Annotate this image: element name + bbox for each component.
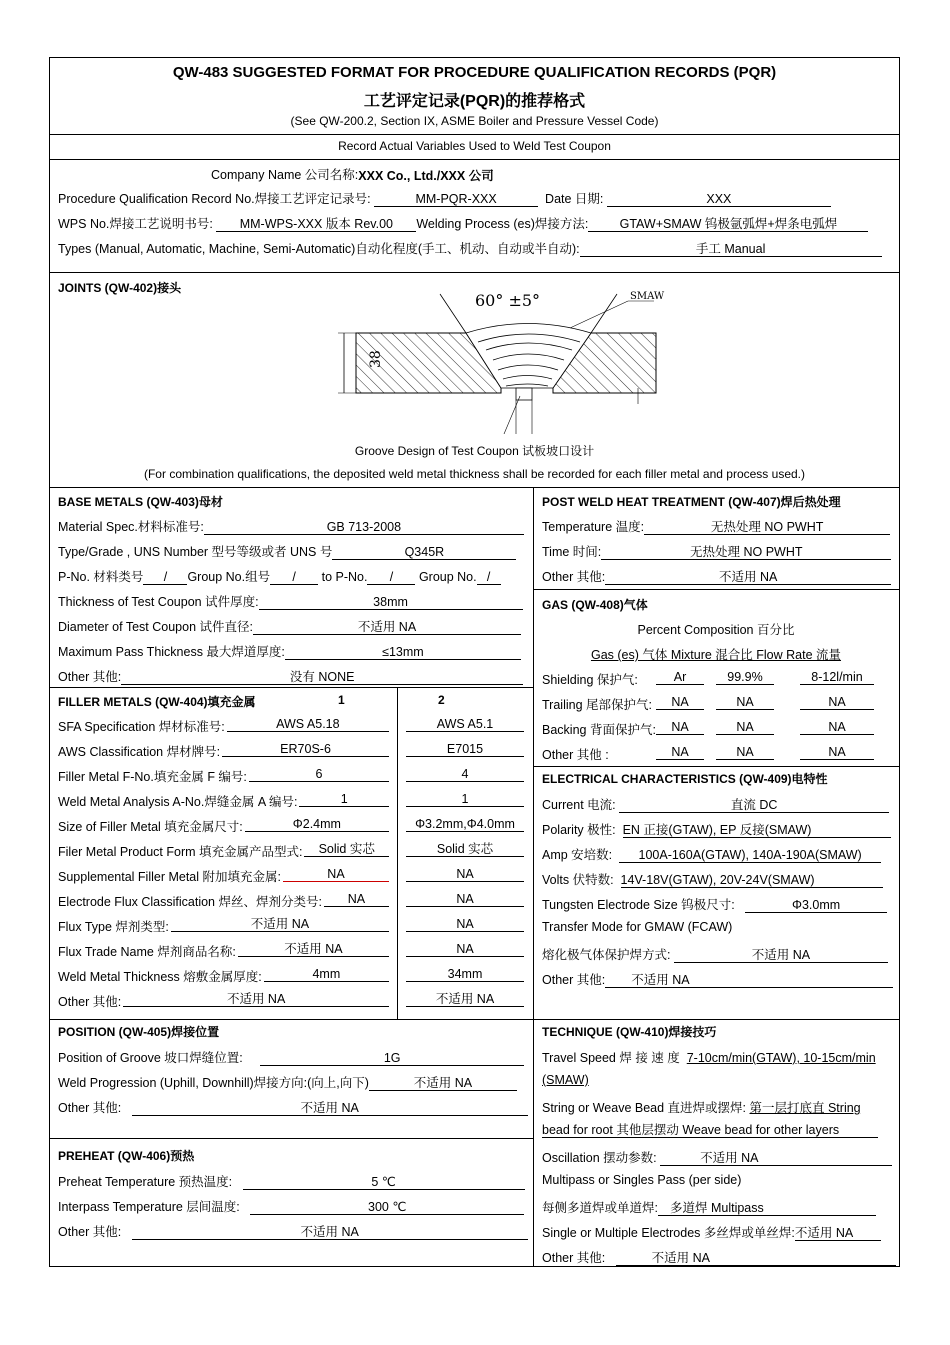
transfer-mode-label: Transfer Mode for GMAW (FCAW) <box>542 920 733 934</box>
electrodes-field[interactable]: 不适用 NA <box>795 1226 881 1241</box>
root-gap <box>516 388 532 400</box>
gas-value-f[interactable]: NA <box>800 695 874 710</box>
filler-row <box>58 892 322 910</box>
filler-value-2[interactable]: 1 <box>406 792 524 807</box>
gmaw-row <box>542 945 888 963</box>
filler-row-label: AWS Classification 焊材牌号: <box>58 745 221 759</box>
pwht-other-label: Other 其他: <box>542 570 606 584</box>
string-weave-cont-text: bead for root 其他层摆动 Weave bead for other layers <box>542 1123 878 1138</box>
filler-value-2[interactable]: 34mm <box>406 967 524 982</box>
filler-value-2[interactable]: Φ3.2mm,Φ4.0mm <box>406 817 524 832</box>
max-pass-field[interactable]: ≤13mm <box>285 645 521 660</box>
filler-value-1[interactable]: NA <box>283 867 389 882</box>
filler-cell-1 <box>222 742 389 757</box>
electrical-other-label: Other 其他: <box>542 973 606 987</box>
groove-position-label: Position of Groove 坡口焊缝位置: <box>58 1051 243 1065</box>
filler-row <box>58 992 121 1010</box>
gas-row-label: Other 其他 : <box>542 748 609 762</box>
filler-cell-2 <box>406 817 524 832</box>
gas-row-label: Shielding 保护气: <box>542 673 638 687</box>
filler-value-1[interactable]: NA <box>324 892 389 907</box>
filler-cell-1 <box>299 792 389 807</box>
filler-col2: 2 <box>438 693 445 707</box>
group-field[interactable]: / <box>270 570 318 585</box>
pwht-temp-row <box>542 517 890 535</box>
filler-value-1[interactable]: 4mm <box>264 967 389 982</box>
gmaw-label: 熔化极气体保护焊方式: <box>542 948 671 962</box>
progression-label: Weld Progression (Uphill, Downhill)焊接方向:(向上,向下) <box>58 1076 369 1090</box>
current-field[interactable]: 直流 DC <box>619 798 889 813</box>
thickness-label: Thickness of Test Coupon 试件厚度: <box>58 595 259 609</box>
technique-other-field[interactable]: 不适用 NA <box>616 1251 896 1266</box>
pwht-other-row <box>542 567 891 585</box>
preheat-temp-row <box>58 1172 525 1190</box>
filler-row <box>58 867 281 885</box>
joints-heading: JOINTS (QW-402)接头 <box>58 281 182 295</box>
filler-row <box>58 742 220 760</box>
title-en: QW-483 SUGGESTED FORMAT FOR PROCEDURE QUALIFICATION RECORDS (PQR) <box>172 64 777 81</box>
position-other-label: Other 其他: <box>58 1101 122 1115</box>
base-other-field[interactable]: 没有 NONE <box>121 670 523 685</box>
progression-row <box>58 1073 517 1091</box>
pno-row <box>58 567 501 585</box>
volts-field[interactable]: 14V-18V(GTAW), 20V-24V(SMAW) <box>621 873 883 888</box>
pwht-other-field[interactable]: 不适用 NA <box>605 570 891 585</box>
filler-row-label: Flux Type 焊剂类型: <box>58 920 169 934</box>
filler-row <box>58 792 297 810</box>
preheat-other-field[interactable]: 不适用 NA <box>132 1225 528 1240</box>
company-label: Company Name 公司名称: <box>211 168 359 182</box>
filler-row <box>58 942 236 960</box>
filler-cell-1 <box>245 817 389 832</box>
volts-row <box>542 870 883 888</box>
electrical-heading: ELECTRICAL CHARACTERISTICS (QW-409)电特性 <box>542 772 828 786</box>
groove-design-diagram <box>320 284 680 434</box>
filler-cell-1 <box>283 867 389 882</box>
filler-row-label: Filer Metal Product Form 填充金属产品型式: <box>58 845 303 859</box>
filler-value-1[interactable]: 不适用 NA <box>238 942 389 957</box>
filler-cell-2 <box>406 992 524 1007</box>
gas-value-g[interactable]: Ar <box>656 670 704 685</box>
wps-label: WPS No.焊接工艺说明书号: <box>58 217 213 231</box>
amp-row <box>542 845 881 863</box>
filler-cell-1 <box>238 942 389 957</box>
diameter-row <box>58 617 521 635</box>
base-metals-heading: BASE METALS (QW-403)母材 <box>58 495 223 509</box>
thickness-row <box>58 592 523 610</box>
gas-row <box>542 745 609 763</box>
welding-process-field[interactable]: GTAW+SMAW 钨极氩弧焊+焊条电弧焊 <box>588 217 868 232</box>
gas-value-m[interactable]: NA <box>716 745 774 760</box>
company-value: XXX Co., Ltd./XXX 公司 <box>358 169 494 183</box>
filler-value-2[interactable]: E7015 <box>406 742 524 757</box>
multipass-label: Multipass or Singles Pass (per side) <box>542 1173 742 1187</box>
tungsten-row <box>542 895 887 913</box>
filler-value-1[interactable]: 不适用 NA <box>171 917 389 932</box>
diameter-field[interactable]: 不适用 NA <box>253 620 521 635</box>
filler-value-1[interactable]: ER70S-6 <box>222 742 389 757</box>
wps-row <box>58 214 868 232</box>
process-label: Welding Process (es)焊接方法: <box>416 217 589 231</box>
string-weave-label: String or Weave Bead 直进焊或摆焊: <box>542 1101 747 1115</box>
gas-value-g[interactable]: NA <box>656 695 704 710</box>
to-pno-label: to P-No. <box>321 570 368 584</box>
travel-speed-label: Travel Speed 焊 接 速 度 <box>542 1051 680 1065</box>
thickness-field[interactable]: 38mm <box>259 595 523 610</box>
base-other-row <box>58 667 523 685</box>
types-row <box>58 239 882 257</box>
filler-row-label: Weld Metal Analysis A-No.焊缝金属 A 编号: <box>58 795 298 809</box>
gas-columns <box>533 645 899 663</box>
multipass-field[interactable]: 多道焊 Multipass <box>658 1201 876 1216</box>
groove-position-field[interactable]: 1G <box>260 1051 524 1066</box>
filler-value-1[interactable]: Solid 实芯 <box>304 842 389 857</box>
filler-value-2[interactable]: NA <box>406 867 524 882</box>
filler-value-2[interactable]: AWS A5.1 <box>406 717 524 732</box>
filler-value-1[interactable]: AWS A5.18 <box>227 717 389 732</box>
filler-heading: FILLER METALS (QW-404)填充金属 <box>58 695 256 709</box>
filler-row-label: Supplemental Filler Metal 附加填充金属: <box>58 870 281 884</box>
interpass-field[interactable]: 300 ℃ <box>250 1200 524 1215</box>
material-spec-row <box>58 517 524 535</box>
filler-cell-2 <box>406 842 524 857</box>
filler-row <box>58 767 247 785</box>
date-field[interactable]: XXX <box>607 192 831 207</box>
gas-value-f[interactable]: NA <box>800 720 874 735</box>
filler-row-label: Electrode Flux Classification 焊丝、焊剂分类号: <box>58 895 322 909</box>
filler-cell-2 <box>406 867 524 882</box>
preheat-other-row <box>58 1222 528 1240</box>
filler-cell-1 <box>171 917 389 932</box>
position-other-field[interactable]: 不适用 NA <box>132 1101 528 1116</box>
string-weave-field[interactable]: 第一层打底直 String <box>749 1101 861 1115</box>
preheat-other-label: Other 其他: <box>58 1225 122 1239</box>
pqr-label: Procedure Qualification Record No.焊接工艺评定记录号: <box>58 192 371 206</box>
polarity-row <box>542 820 891 838</box>
polarity-field[interactable]: EN 正接(GTAW), EP 反接(SMAW) <box>623 823 891 838</box>
filler-row <box>58 917 169 935</box>
gas-row <box>542 695 652 713</box>
technique-heading: TECHNIQUE (QW-410)焊接技巧 <box>542 1025 717 1039</box>
filler-row <box>58 717 225 735</box>
oscillation-label: Oscillation 摆动参数: <box>542 1151 657 1165</box>
filler-value-2[interactable]: NA <box>406 917 524 932</box>
filler-cell-2 <box>406 892 524 907</box>
date-label: Date 日期: <box>545 192 604 206</box>
travel-speed-cont: (SMAW) <box>542 1073 589 1087</box>
smaw-label: SMAW <box>630 291 665 302</box>
pqr-row <box>58 189 831 207</box>
material-spec-field[interactable]: GB 713-2008 <box>204 520 524 535</box>
company-row <box>211 165 494 183</box>
gas-row <box>542 670 638 688</box>
filler-value-1[interactable]: Φ2.4mm <box>245 817 389 832</box>
string-weave-row <box>542 1098 861 1116</box>
travel-speed-field[interactable]: 7-10cm/min(GTAW), 10-15cm/min <box>686 1051 876 1065</box>
technique-other-label: Other 其他: <box>542 1251 606 1265</box>
base-other-label: Other 其他: <box>58 670 122 684</box>
grade-label: Type/Grade , UNS Number 型号等级或者 UNS 号 <box>58 545 333 559</box>
filler-col1: 1 <box>338 693 345 707</box>
wps-number-field[interactable]: MM-WPS-XXX 版本 Rev.00 <box>216 217 416 232</box>
group-label: Group No.组号 <box>187 570 271 584</box>
filler-cell-2 <box>406 717 524 732</box>
gas-row-label: Trailing 尾部保护气: <box>542 698 652 712</box>
multipass-cn-label: 每侧多道焊或单道焊: <box>542 1201 658 1215</box>
groove-position-row <box>58 1048 524 1066</box>
amp-field[interactable]: 100A-160A(GTAW), 140A-190A(SMAW) <box>619 848 881 863</box>
pwht-temp-field[interactable]: 无热处理 NO PWHT <box>644 520 890 535</box>
filler-cell-2 <box>406 942 524 957</box>
technique-other-row <box>542 1248 896 1266</box>
filler-value-1[interactable]: 6 <box>249 767 389 782</box>
filler-cell-2 <box>406 792 524 807</box>
filler-row-label: Size of Filler Metal 填充金属尺寸: <box>58 820 243 834</box>
tungsten-field[interactable]: Φ3.0mm <box>745 898 887 913</box>
gas-value-m[interactable]: NA <box>716 695 774 710</box>
travel-speed-row <box>542 1048 876 1066</box>
pwht-time-row <box>542 542 891 560</box>
filler-cell-2 <box>406 917 524 932</box>
filler-cell-1 <box>227 717 389 732</box>
pno-field[interactable]: / <box>143 570 187 585</box>
pno-label: P-No. 材料类号 <box>58 570 144 584</box>
filler-row <box>58 842 302 860</box>
gas-columns-text: Gas (es) 气体 Mixture 混合比 Flow Rate 流量 <box>590 648 842 662</box>
position-heading: POSITION (QW-405)焊接位置 <box>58 1025 220 1039</box>
filler-cell-1 <box>249 767 389 782</box>
electrical-other-field[interactable]: 不适用 NA <box>605 973 893 988</box>
polarity-label: Polarity 极性: <box>542 823 616 837</box>
amp-label: Amp 安培数: <box>542 848 613 862</box>
filler-value-1[interactable]: 1 <box>299 792 389 807</box>
thickness-dim: 38 <box>368 350 384 368</box>
filler-value-1[interactable]: 不适用 NA <box>123 992 389 1007</box>
pqr-form <box>49 57 900 1267</box>
filler-value-2[interactable]: 4 <box>406 767 524 782</box>
oscillation-row <box>542 1148 892 1166</box>
code-reference: (See QW-200.2, Section IX, ASME Boiler and Pressure Vessel Code) <box>290 114 659 128</box>
tungsten-label: Tungsten Electrode Size 钨极尺寸: <box>542 898 735 912</box>
filler-cell-2 <box>406 767 524 782</box>
filler-cell-2 <box>406 742 524 757</box>
pwht-heading: POST WELD HEAT TREATMENT (QW-407)焊后热处理 <box>542 495 841 509</box>
preheat-temp-field[interactable]: 5 ℃ <box>243 1175 525 1190</box>
gas-heading: GAS (QW-408)气体 <box>542 598 648 612</box>
pwht-temp-label: Temperature 温度: <box>542 520 645 534</box>
filler-value-2[interactable]: 不适用 NA <box>406 992 524 1007</box>
interpass-label: Interpass Temperature 层间温度: <box>58 1200 240 1214</box>
types-label: Types (Manual, Automatic, Machine, Semi-Automatic)自动化程度(手工、机动、自动或半自动): <box>58 242 580 256</box>
electrodes-row <box>542 1223 881 1241</box>
diameter-label: Diameter of Test Coupon 试件直径: <box>58 620 253 634</box>
filler-row-label: SFA Specification 焊材标准号: <box>58 720 225 734</box>
filler-cell-1 <box>324 892 389 907</box>
electrodes-label: Single or Multiple Electrodes 多丝焊或单丝焊: <box>542 1226 795 1240</box>
gas-value-f[interactable]: NA <box>800 745 874 760</box>
filler-row <box>58 967 262 985</box>
interpass-row <box>58 1197 524 1215</box>
preheat-heading: PREHEAT (QW-406)预热 <box>58 1149 195 1163</box>
gas-value-m[interactable]: NA <box>716 720 774 735</box>
filler-row-label: Flux Trade Name 焊剂商品名称: <box>58 945 236 959</box>
group2-label: Group No. <box>418 570 477 584</box>
filler-row-label: Filler Metal F-No.填充金属 F 编号: <box>58 770 247 784</box>
filler-row-label: Other 其他: <box>58 995 122 1009</box>
group2-field[interactable]: / <box>477 570 501 585</box>
current-row <box>542 795 889 813</box>
filler-row-label: Weld Metal Thickness 熔敷金属厚度: <box>58 970 262 984</box>
filler-value-2[interactable]: NA <box>406 942 524 957</box>
angle-label: 60° ±5° <box>475 291 541 310</box>
position-other-row <box>58 1098 528 1116</box>
gas-value-g[interactable]: NA <box>656 720 704 735</box>
types-field[interactable]: 手工 Manual <box>580 242 882 257</box>
pwht-time-label: Time 时间: <box>542 545 602 559</box>
oscillation-field[interactable]: 不适用 NA <box>660 1151 892 1166</box>
pqr-number-field[interactable]: MM-PQR-XXX <box>374 192 538 207</box>
filler-row <box>58 817 243 835</box>
material-spec-label: Material Spec.材料标准号: <box>58 520 204 534</box>
gas-value-m[interactable]: 99.9% <box>716 670 774 685</box>
record-note: Record Actual Variables Used to Weld Test Coupon <box>338 139 611 153</box>
filler-value-2[interactable]: Solid 实芯 <box>406 842 524 857</box>
gas-row-label: Backing 背面保护气: <box>542 723 656 737</box>
title-cn: 工艺评定记录(PQR)的推荐格式 <box>363 93 586 110</box>
filler-cell-1 <box>264 967 389 982</box>
filler-value-2[interactable]: NA <box>406 892 524 907</box>
groove-caption: Groove Design of Test Coupon 试板坡口设计 <box>354 444 595 458</box>
multipass-row <box>542 1198 876 1216</box>
gas-value-g[interactable]: NA <box>656 745 704 760</box>
filler-cell-1 <box>123 992 389 1007</box>
filler-cell-1 <box>304 842 389 857</box>
gas-value-f[interactable]: 8-12l/min <box>800 670 874 685</box>
progression-field[interactable]: 不适用 NA <box>369 1076 517 1091</box>
gmaw-field[interactable]: 不适用 NA <box>674 948 888 963</box>
max-pass-label: Maximum Pass Thickness 最大焊道厚度: <box>58 645 285 659</box>
to-pno-field[interactable]: / <box>367 570 415 585</box>
volts-label: Volts 伏特数: <box>542 873 614 887</box>
filler-cell-2 <box>406 967 524 982</box>
current-label: Current 电流: <box>542 798 616 812</box>
string-weave-cont <box>542 1123 878 1138</box>
pwht-time-field[interactable]: 无热处理 NO PWHT <box>601 545 891 560</box>
electrical-other-row <box>542 970 893 988</box>
grade-row <box>58 542 516 560</box>
grade-field[interactable]: Q345R <box>332 545 516 560</box>
max-pass-row <box>58 642 521 660</box>
combination-note: (For combination qualifications, the deposited weld metal thickness shall be recorded for each filler metal and process used.) <box>143 467 805 481</box>
percent-composition: Percent Composition 百分比 <box>637 623 795 637</box>
preheat-temp-label: Preheat Temperature 预热温度: <box>58 1175 233 1189</box>
gas-row <box>542 720 656 738</box>
